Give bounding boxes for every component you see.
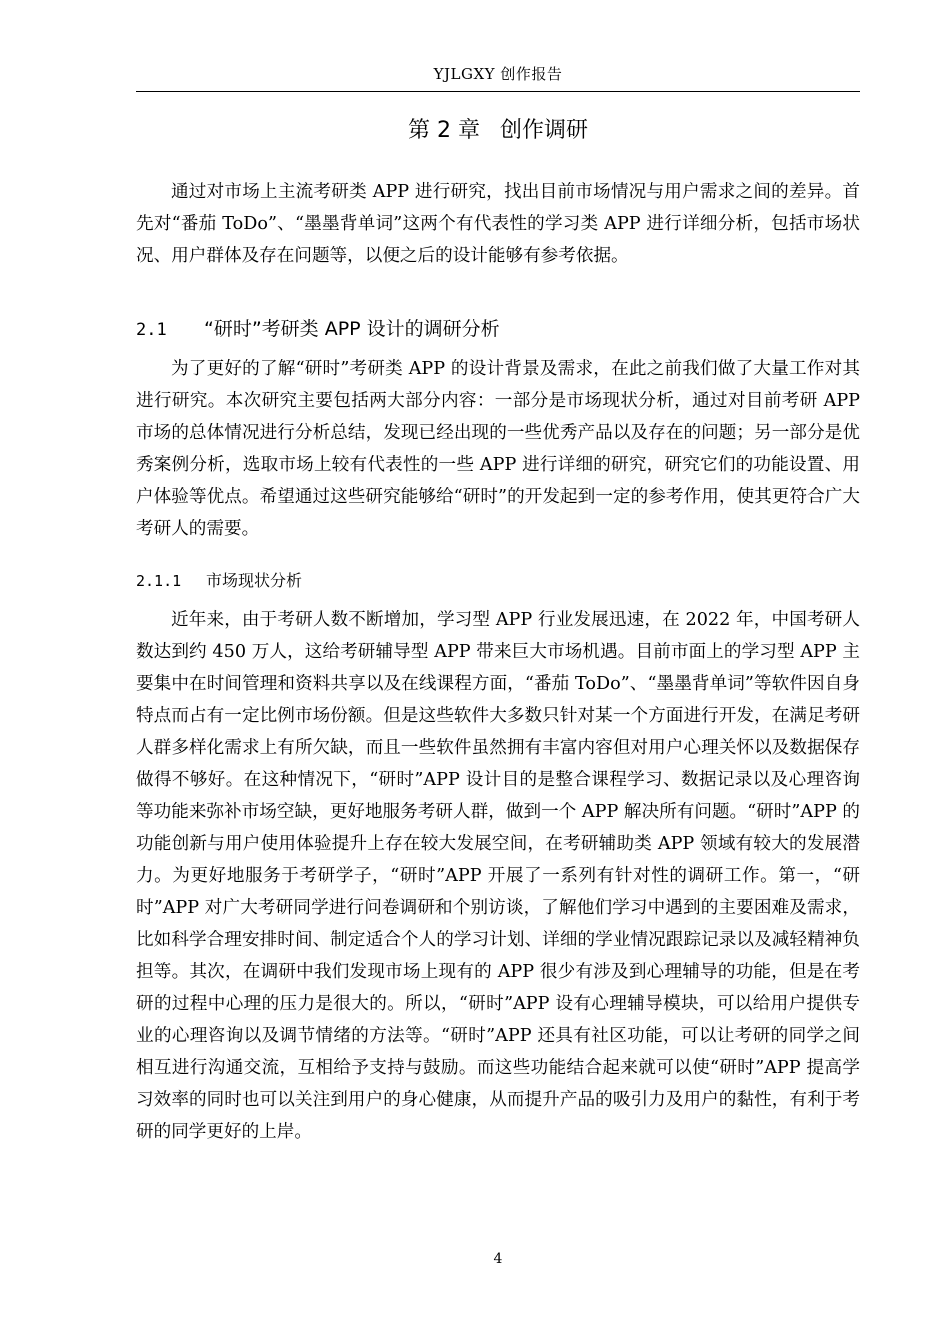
chapter-number: 第 2 章 [408,118,480,143]
section-2-1-1-paragraph: 近年来，由于考研人数不断增加，学习型 APP 行业发展迅速，在 2022 年，中国考研人数达到约 450 万人，这给考研辅导型 APP 带来巨大市场机遇。目前市面上的学习型 APP 主要集中在时间管理和资料共享以及在线课程方面，“番茄 ToDo”、“墨墨背单词”等软件因自身特点而占有一定比例市场份额。但是这些软件大多数只针对某一个方面进行开发，在满足考研人群多样化需求上有所欠缺，而且一些软件虽然拥有丰富内容但对用户心理关怀以及数据保存做得不够好。在这种情况下，“研时”APP 设计目的是整合课程学习、数据记录以及心理咨询等功能来弥补市场空缺，更好地服务考研人群，做到一个 APP 解决所有问题。“研时”APP 的功能创新与用户使用体验提升上存在较大发展空间，在考研辅助类 APP 领域有较大的发展潜力。为更好地服务于考研学子，“研时”APP 开展了一系列有针对性的调研工作。第一，“研时”APP 对广大考研同学进行问卷调研和个别访谈，了解他们学习中遇到的主要困难及需求，比如科学合理安排时间、制定适合个人的学习计划、详细的学业情况跟踪记录以及减轻精神负担等。其次，在调研中我们发现市场上现有的 APP 很少有涉及到心理辅导的功能，但是在考研的过程中心理的压力是很大的。所以，“研时”APP 设有心理辅导模块，可以给用户提供专业的心理咨询以及调节情绪的方法等。“研时”APP 还具有社区功能，可以让考研的同学之间相互进行沟通交流，互相给予支持与鼓励。而这些功能结合起来就可以使“研时”APP 提高学习效率的同时也可以关注到用户的身心健康，从而提升产品的吸引力及用户的黏性，有利于考研的同学更好的上岸。 [136,610,860,1142]
chapter-heading [136,116,860,146]
section-title: “研时”考研类 APP 设计的调研分析 [204,318,500,340]
intro-paragraph: 通过对市场上主流考研类 APP 进行研究，找出目前市场情况与用户需求之间的差异。首先对“番茄 ToDo”、“墨墨背单词”这两个有代表性的学习类 APP 进行详细分析，包括市场状况、用户群体及存在问题等，以便之后的设计能够有参考依据。 [136,182,860,266]
running-header: YJLGXY 创作报告 [433,65,563,83]
section-heading-2-1-1 [136,568,860,594]
section-heading-2-1 [136,314,860,345]
subsection-number: 2.1.1 [136,572,182,590]
subsection-title: 市场现状分析 [206,571,303,590]
section-2-1-paragraph: 为了更好的了解“研时”考研类 APP 的设计背景及需求，在此之前我们做了大量工作对其进行研究。本次研究主要包括两大部分内容：一部分是市场现状分析，通过对目前考研 APP 市场的总体情况进行分析总结，发现已经出现的一些优秀产品以及存在的问题；另一部分是优秀案例分析，选取市场上较有代表性的一些 APP 进行详细的研究，研究它们的功能设置、用户体验等优点。希望通过这些研究能够给“研时”的开发起到一定的参考作用，使其更符合广大考研人的需要。 [136,359,860,539]
section-number: 2.1 [136,320,167,340]
chapter-title-text: 创作调研 [499,118,588,143]
page-number: 4 [493,1251,503,1267]
header-divider [136,91,860,92]
